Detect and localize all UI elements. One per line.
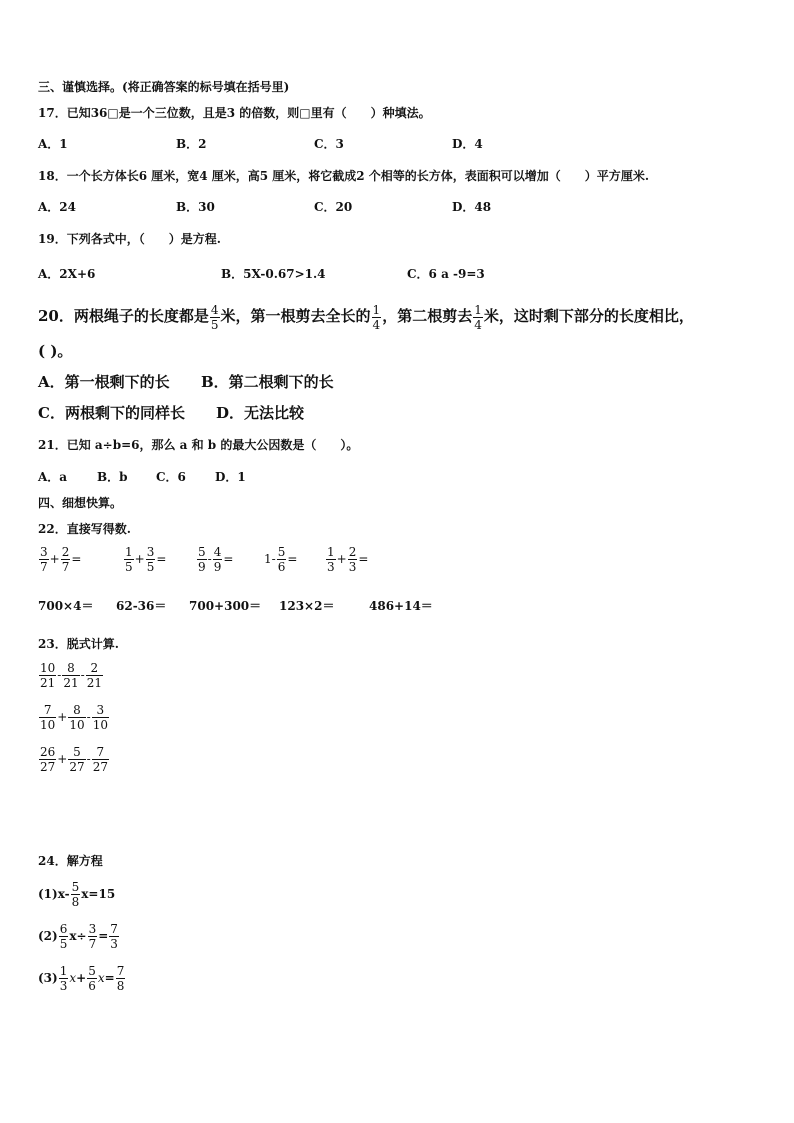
numerator: 3 [40,545,48,559]
operator: + [49,552,60,566]
q22-fraction-row [38,546,738,582]
q21-text: 21．已知 a÷b=6，那么 a 和 b 的最大公因数是（ ）。 [38,438,359,452]
q22-calc-3: 700+300＝ [189,599,262,613]
numerator: 6 [59,922,68,936]
equals: = [156,552,167,566]
denominator: 7 [61,560,70,574]
denominator: 3 [59,979,68,993]
q22-fraction-item-1 [38,546,81,573]
numerator: 7 [110,922,118,936]
denominator: 21 [63,676,79,690]
numerator: 7 [92,746,109,760]
operator: + [336,552,347,566]
q20-part-4: 米，这时剩下部分的长度相比， [483,307,694,325]
q23-expression-3 [38,746,110,773]
denominator: 5 [59,937,68,951]
prefix: (1)x- [38,887,70,901]
suffix: x=15 [81,887,116,901]
q20-part-3: ，第二根剪去 [382,307,473,325]
q17-text: 17．已知36□是一个三位数，且是3 的倍数，则□里有（ ）种填法。 [38,106,431,120]
q24-equation-2 [38,923,120,950]
q19-option-c[interactable]: C．6 a -9=3 [407,267,485,281]
operator: - [80,668,85,682]
q19-option-b[interactable]: B．5X-0.67>1.4 [221,267,326,281]
q22-fraction-item-3 [196,546,233,573]
section-3-heading: 三、谨慎选择。(将正确答案的标号填在括号里) [38,80,290,94]
numerator: 2 [348,545,357,559]
q20-fraction-1 [210,304,220,331]
denominator: 9 [213,560,222,574]
numerator: 10 [40,661,56,675]
denominator: 27 [69,760,85,774]
numerator: 1 [125,545,133,559]
numerator: 7 [39,704,56,718]
numerator: 2 [61,545,70,559]
denominator: 5 [146,560,155,574]
q22-fraction-item-2 [123,546,166,573]
variable-x: x [69,971,77,985]
q20-part-1: 20．两根绳子的长度都是 [38,307,209,325]
operator: - [207,552,212,566]
denominator: 10 [40,718,56,732]
numerator: 7 [116,964,125,978]
q22-fraction-item-4 [264,546,297,573]
equals: = [223,552,234,566]
operator: + [57,752,68,766]
q23-expression-1 [38,662,104,689]
q17-option-b[interactable]: B．2 [176,137,207,151]
denominator: 6 [88,979,96,993]
denominator: 21 [86,676,102,690]
numerator: 4 [213,545,222,559]
denominator: 4 [372,317,381,332]
q22-calc-2: 62-36＝ [116,599,167,613]
prefix: 1- [264,552,276,566]
denominator: 5 [125,560,133,574]
denominator: 4 [474,317,482,332]
denominator: 3 [348,560,357,574]
q18-option-c[interactable]: C．20 [314,200,353,214]
equals: = [71,552,82,566]
operator: + [134,552,145,566]
numerator: 3 [92,704,109,718]
numerator: 5 [71,880,80,894]
q24-title: 24．解方程 [38,854,103,868]
numerator: 5 [277,545,286,559]
q20-blank: ( )。 [38,342,73,360]
denominator: 5 [210,317,219,332]
denominator: 7 [40,560,48,574]
q18-option-b[interactable]: B．30 [176,200,215,214]
q17-option-d[interactable]: D．4 [452,137,483,151]
q19-text: 19．下列各式中，（ ）是方程. [38,232,221,246]
q21-option-d[interactable]: D．1 [215,470,246,484]
prefix: (3) [38,971,58,985]
q21-option-a[interactable]: A．a [38,470,68,484]
q20-option-c[interactable]: C．两根剩下的同样长 [38,404,185,422]
q24-equation-3 [38,965,126,992]
q20-text [38,303,694,331]
numerator: 3 [146,545,155,559]
q17-option-c[interactable]: C．3 [314,137,344,151]
equals: = [358,552,369,566]
section-4-heading: 四、细想快算。 [38,496,123,510]
operator: - [86,710,91,724]
numerator: 8 [62,662,79,676]
equals: = [287,552,298,566]
denominator: 8 [116,979,125,993]
q18-text: 18．一个长方体长6 厘米，宽4 厘米，高5 厘米，将它截成2 个相等的长方体，表面积可以增加（ ）平方厘米. [38,169,649,183]
denominator: 27 [40,760,56,774]
q18-option-d[interactable]: D．48 [452,200,492,214]
q20-fraction-2 [372,304,382,331]
equals: = [98,929,109,943]
plus: + [76,971,87,985]
q23-expression-2 [38,704,110,731]
q21-option-b[interactable]: B．b [97,470,128,484]
q20-option-b[interactable]: B．第二根剩下的长 [201,373,334,391]
numerator: 5 [68,746,85,760]
prefix: (2) [38,929,58,943]
q22-fraction-item-5 [325,546,368,573]
numerator: 1 [474,302,482,317]
numerator: 26 [40,745,56,759]
middle: x÷ [69,929,87,943]
numerator: 3 [88,922,97,936]
q22-calc-5: 486+14＝ [369,599,433,613]
q21-option-c[interactable]: C．6 [156,470,186,484]
numerator: 5 [198,545,206,559]
numerator: 2 [86,662,103,676]
q18-option-a[interactable]: A．24 [38,200,77,214]
denominator: 7 [88,937,97,951]
operator: - [86,752,91,766]
q23-title: 23．脱式计算. [38,637,119,651]
numerator: 5 [88,964,96,978]
denominator: 8 [71,895,80,909]
q22-calc-1: 700×4＝ [38,599,94,613]
numerator: 4 [210,302,219,317]
variable-x: x [97,971,105,985]
q24-equation-1 [38,881,115,908]
denominator: 10 [92,718,108,732]
numerator: 8 [68,704,85,718]
q22-calc-4: 123×2＝ [279,599,335,613]
numerator: 1 [327,545,335,559]
q20-option-a[interactable]: A．第一根剩下的长 [38,373,170,391]
equals: = [104,971,115,985]
numerator: 1 [59,964,68,978]
denominator: 27 [92,760,108,774]
operator: - [57,668,62,682]
denominator: 3 [327,560,335,574]
denominator: 10 [69,718,85,732]
q17-option-a[interactable]: A．1 [38,137,68,151]
q22-title: 22．直接写得数. [38,522,131,536]
q20-fraction-3 [473,304,483,331]
operator: + [57,710,68,724]
numerator: 1 [372,302,381,317]
denominator: 6 [277,560,286,574]
q20-part-2: 米，第一根剪去全长的 [220,307,371,325]
denominator: 21 [40,676,56,690]
denominator: 9 [198,560,206,574]
denominator: 3 [110,937,118,951]
q20-option-d[interactable]: D．无法比较 [216,404,305,422]
q19-option-a[interactable]: A．2X+6 [38,267,96,281]
